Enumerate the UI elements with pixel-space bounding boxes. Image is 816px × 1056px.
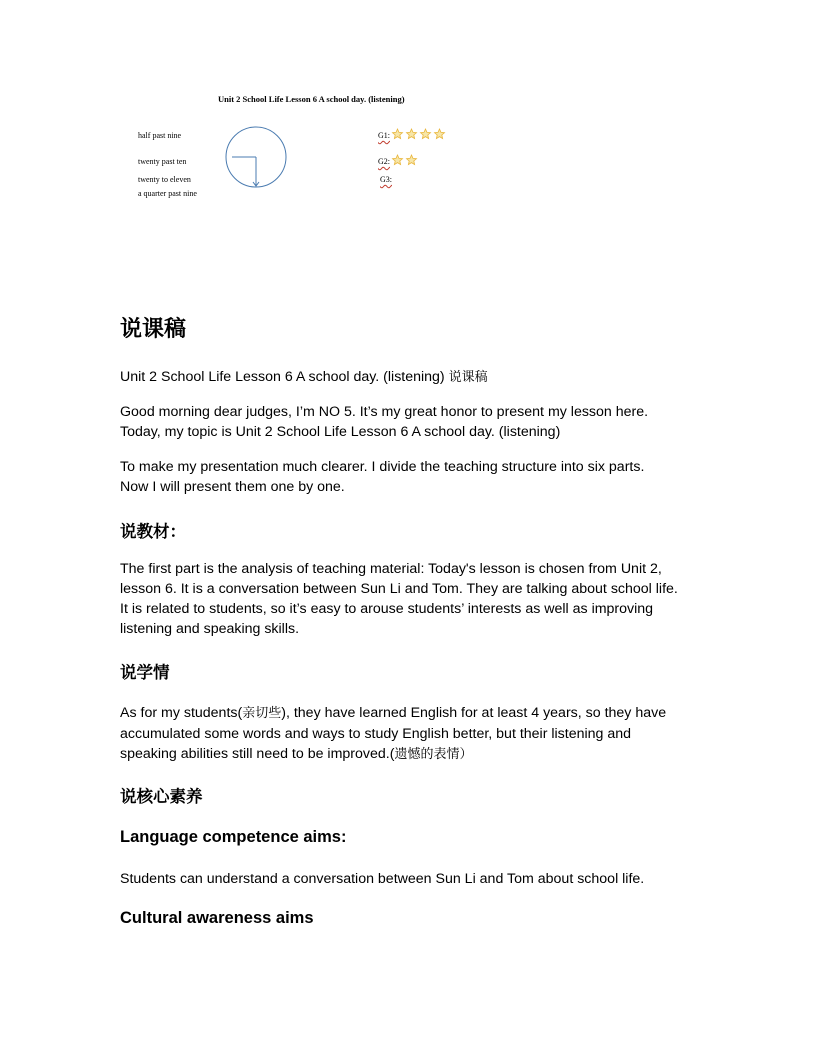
paragraph-line: accumulated some words and ways to study English better, but their listening and <box>120 726 632 742</box>
paragraph-line: lesson 6. It is a conversation between Sun Li and Tom. They are talking about school life. <box>120 581 678 597</box>
paragraph-line: listening and speaking skills. <box>120 621 300 637</box>
language-aims-paragraph <box>120 869 720 889</box>
students-text: speaking abilities still need to be improved.( <box>120 746 395 762</box>
students-text: ), they have learned English for at least 4 years, so they have <box>281 705 667 721</box>
star-icon <box>391 128 404 140</box>
paragraph-line: It is related to students, so it’s easy to arouse students’ interests as well as improving <box>120 601 654 617</box>
star-icon <box>419 128 432 140</box>
intro-text: Unit 2 School Life Lesson 6 A school day. (listening) <box>120 369 445 385</box>
group-1-score <box>378 128 447 142</box>
star-rating <box>391 128 447 142</box>
group-label: G3: <box>380 175 392 184</box>
time-item: half past nine <box>138 131 182 140</box>
time-item: twenty to eleven <box>138 175 191 184</box>
core-heading: 说核心素养 <box>120 787 203 806</box>
star-icon <box>405 128 418 140</box>
language-aims-heading: Language competence aims: <box>120 828 347 846</box>
students-heading: 说学情 <box>120 663 170 682</box>
time-item: a quarter past nine <box>138 189 197 198</box>
materials-heading: 说教材： <box>120 522 186 541</box>
greeting-paragraph <box>120 402 720 442</box>
paragraph-line: The first part is the analysis of teaching material: Today's lesson is chosen from Unit 2, <box>120 561 662 577</box>
group-label: G1: <box>378 131 390 140</box>
cultural-aims-heading: Cultural awareness aims <box>120 909 314 927</box>
blackboard-figure <box>130 88 460 208</box>
star-rating <box>391 154 419 168</box>
star-icon <box>391 154 404 166</box>
intro-text-cn: 说课稿 <box>448 370 488 385</box>
intro-paragraph <box>120 367 720 388</box>
clock-icon <box>224 125 288 189</box>
students-text-cn: 亲切些 <box>242 706 282 721</box>
materials-paragraph <box>120 559 720 639</box>
page-title: 说课稿 <box>120 317 187 342</box>
students-paragraph <box>120 703 720 765</box>
group-3-score <box>380 175 393 184</box>
paragraph-line: Students can understand a conversation between Sun Li and Tom about school life. <box>120 871 645 887</box>
time-item: twenty past ten <box>138 157 187 166</box>
board-title: Unit 2 School Life Lesson 6 A school day. (listening) <box>218 94 405 104</box>
students-text: As for my students( <box>120 705 243 721</box>
group-2-score <box>378 154 419 168</box>
structure-paragraph <box>120 457 720 497</box>
students-text-cn: 遗憾的表情） <box>394 747 473 762</box>
paragraph-line: Now I will present them one by one. <box>120 479 345 495</box>
star-icon <box>433 128 446 140</box>
paragraph-line: To make my presentation much clearer. I divide the teaching structure into six parts. <box>120 459 645 475</box>
paragraph-line: Today, my topic is Unit 2 School Life Lesson 6 A school day. (listening) <box>120 424 561 440</box>
paragraph-line: Good morning dear judges, I’m NO 5. It’s my great honor to present my lesson here. <box>120 404 649 420</box>
group-label: G2: <box>378 157 390 166</box>
star-icon <box>405 154 418 166</box>
